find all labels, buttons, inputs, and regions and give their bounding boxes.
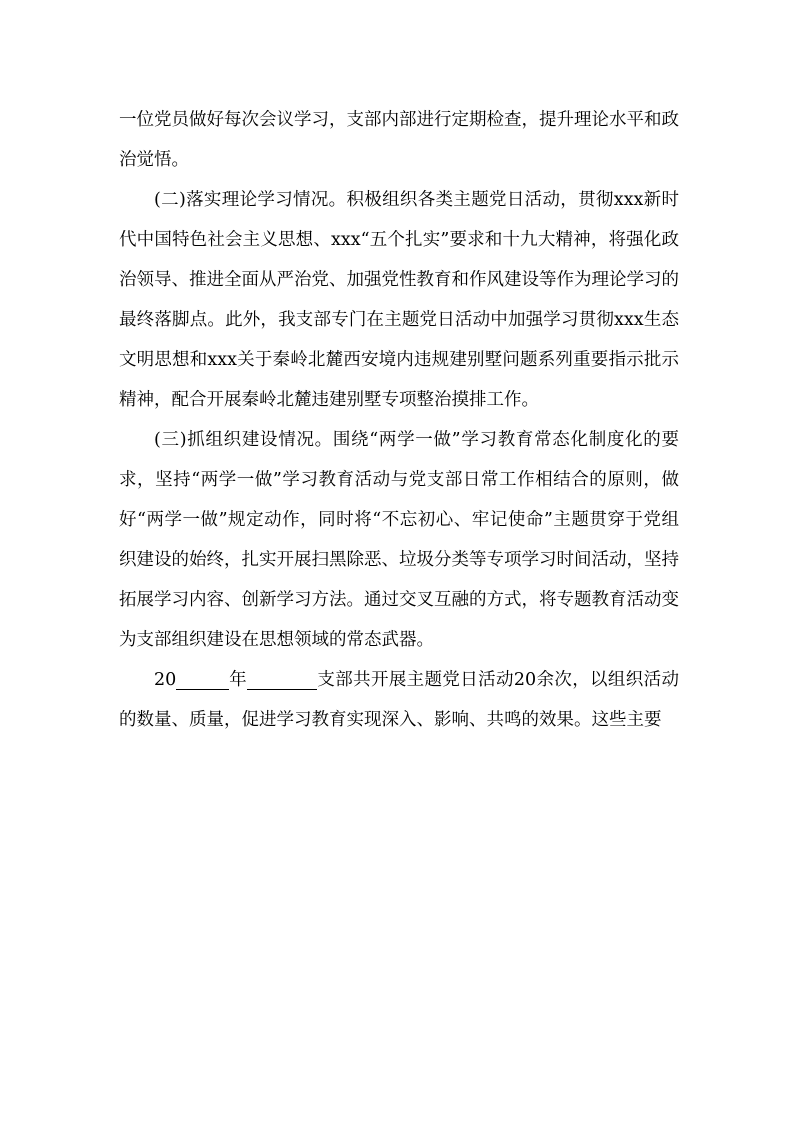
year-suffix: 年 <box>228 670 248 690</box>
paragraph-theory-study: (二)落实理论学习情况。积极组织各类主题党日活动，贯彻xxx新时代中国特色社会主义思想、xxx“五个扎实”要求和十九大精神，将强化政治领导、推进全面从严治党、加强党性教育和作风建设等作为理论学习的最终落脚点。此外，我支部专门在主题党日活动中加强学习贯彻xxx生态文明思想和xxx关于秦岭北麓西安境内违规建别墅问题系列重要指示批示精神，配合开展秦岭北麓违建别墅专项整治摸排工作。 <box>119 190 679 410</box>
paragraph-continuation: 一位党员做好每次会议学习，支部内部进行定期检查，提升理论水平和政治觉悟。 <box>119 110 679 170</box>
document-body <box>119 100 679 740</box>
paragraph-organization-building: (三)抓组织建设情况。围绕“两学一做”学习教育常态化制度化的要求，坚持“两学一做”学习教育活动与党支部日常工作相结合的原则，做好“两学一做”规定动作，同时将“不忘初心、牢记使命”主题贯穿于党组织建设的始终，扎实开展扫黑除恶、垃圾分类等专项学习时间活动，坚持拓展学习内容、创新学习方法。通过交叉互融的方式，将专题教育活动变为支部组织建设在思想领域的常态武器。 <box>119 430 679 650</box>
paragraph-activity-summary <box>119 660 679 740</box>
unit-blank <box>247 671 317 690</box>
year-prefix: 20 <box>154 670 177 690</box>
activity-summary-text: 支部共开展主题党日活动20余次，以组织活动的数量、质量，促进学习教育实现深入、影响、共鸣的效果。这些主要 <box>119 670 679 730</box>
year-blank <box>176 671 229 690</box>
